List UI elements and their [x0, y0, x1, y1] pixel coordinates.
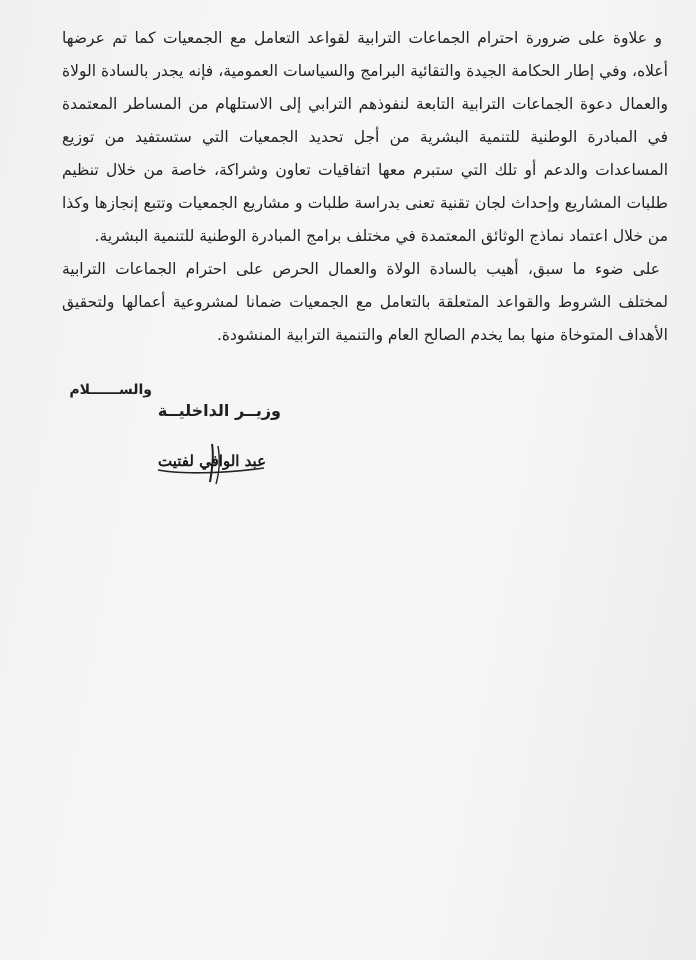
- paragraph-1: و علاوة على ضرورة احترام الجماعات الترابية لقواعد التعامل مع الجمعيات كما تم عرضها أعلاه، وفي إطار الحكامة الجيدة والتقائية البرامج والسياسات العمومية، فإنه يجدر بالسادة الولاة والعمال دعوة الجماعات الترابية التابعة لنفوذهم الترابي إلى الاستلهام من المساطر المعتمدة في المبادرة الوطنية للتنمية البشرية من أجل تحديد الجمعيات التي ستستفيد من توزيع المساعدات والدعم أو تلك التي ستبرم معها اتفاقيات تعاون وشراكة، خاصة من خلال تنظيم طلبات المشاريع وإحداث لجان تقنية تعنى بدراسة طلبات و مشاريع الجمعيات وتتبع إنجازها وكذا من خلال اعتماد نماذج الوثائق المعتمدة في مختلف برامج المبادرة الوطنية للتنمية البشرية.: [62, 29, 668, 245]
- signature-block: [150, 430, 270, 490]
- letter-body: [62, 22, 668, 352]
- minister-title: وزيــر الداخليــة: [157, 401, 281, 420]
- signature-name: عبد الوافي لفتيت: [157, 452, 267, 470]
- closing-salutation: والســــــلام: [69, 382, 152, 398]
- paragraph-2: على ضوء ما سبق، أهيب بالسادة الولاة والعمال الحرص على احترام الجماعات الترابية لمختلف الشروط والقواعد المتعلقة بالتعامل مع الجمعيات ضمانا لمشروعية أعمالها ولتحقيق الأهداف المتوخاة منها بما يخدم الصالح العام والتنمية الترابية المنشودة.: [62, 260, 668, 344]
